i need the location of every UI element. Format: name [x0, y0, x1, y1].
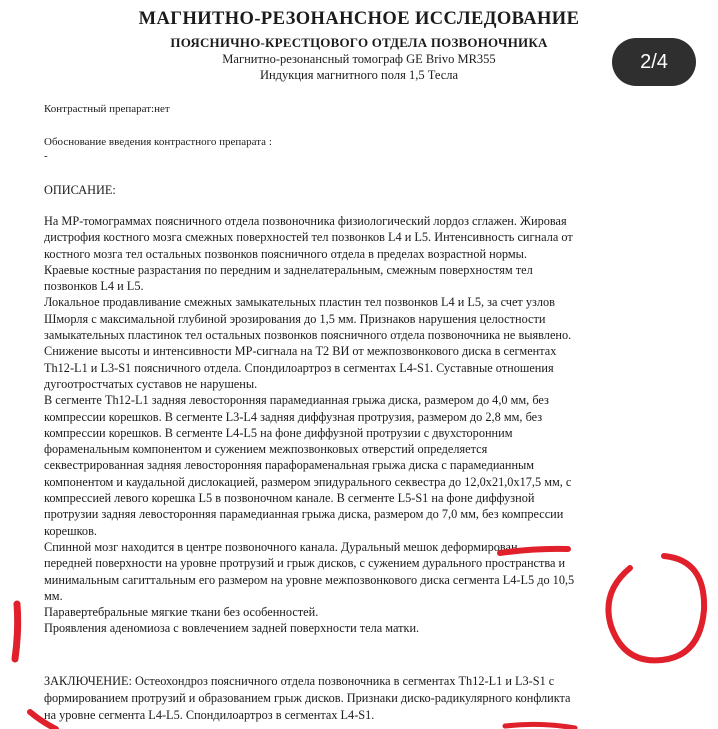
contrast-line: Контрастный препарат:нет — [44, 103, 170, 115]
device-line: Магнитно-резонансный томограф GE Brivo MR355 — [222, 52, 496, 66]
description-line: компрессии корешков. В сегменте L4-L5 на фоне диффузной протрузии с двухсторонним — [44, 425, 513, 440]
description-heading: ОПИСАНИЕ: — [44, 183, 116, 197]
description-line: секвестрированная задняя левосторонняя парафораменальная грыжа диска с парамедианным — [44, 458, 535, 473]
description-line: позвонков L4 и L5. — [44, 279, 144, 294]
description-line: замыкательных пластинок тел остальных позвонков поясничного отдела позвоночника не выявлено. — [44, 328, 572, 343]
description-line: протрузии задняя левосторонняя парамедианная грыжа диска, размером до 7,0 мм, без компрессии — [44, 507, 564, 522]
description-line: фораменальным компонентом и сужением межпозвонковых отверстий определяется — [44, 442, 488, 457]
description-line: минимальным сагиттальным его размером на уровне межпозвонкового диска сегмента L4-L5 до 10,5 — [44, 572, 575, 587]
description-line: Локальное продавливание смежных замыкательных пластин тел позвонков L4 и L5, за счет узлов — [44, 295, 555, 310]
description-line: корешков. — [44, 523, 97, 538]
description-line: костного мозга тел остальных позвонков поясничного отдела в пределах возрастной нормы. — [44, 246, 527, 261]
description-line: компонентом и каудальной дислокацией, размером эпидурального секвестра до 12,0х21,0х17,5 мм, с — [44, 474, 572, 489]
description-line: передней поверхности на уровне протрузий и грыж дисков, с сужением дурального пространства и — [44, 556, 566, 571]
description-line: Краевые костные разрастания по передним и заднелатеральным, смежным поверхностям тел — [44, 262, 533, 277]
description-line: Паравертебральные мягкие ткани без особенностей. — [44, 605, 319, 620]
document-title: МАГНИТНО-РЕЗОНАНСНОЕ ИССЛЕДОВАНИЕ — [138, 9, 580, 29]
description-body — [44, 213, 704, 637]
conclusion-line: на уровне сегмента L4-L5. Спондилоартроз в сегментах L4-S1. — [44, 708, 375, 722]
description-line: Проявления аденомиоза с вовлечением задней поверхности тела матки. — [44, 621, 420, 636]
conclusion-line: формированием протрузий и образованием грыж дисков. Признаки диско-радикулярного конфликта — [44, 691, 571, 705]
page-indicator-badge: 2/4 — [612, 38, 696, 86]
description-line: дугоотростчатых суставов не нарушены. — [44, 376, 258, 391]
description-line: Th12-L1 и L3-S1 поясничного отдела. Спондилоартроз в сегментах L4-S1. Суставные отношения — [44, 360, 554, 375]
field-line: Индукция магнитного поля 1,5 Тесла — [259, 68, 459, 82]
description-line: дистрофия костного мозга смежных поверхностей тел позвонков L4 и L5. Интенсивность сигнала от — [44, 230, 573, 245]
annotation-bottom-right-stroke — [505, 724, 575, 728]
description-line: Шморля с максимальной глубиной эрозирования до 1,5 мм. Признаков нарушения целостности — [44, 311, 546, 326]
document-subtitle: ПОЯСНИЧНО-КРЕСТЦОВОГО ОТДЕЛА ПОЗВОНОЧНИКА — [170, 35, 548, 50]
description-line: Спинной мозг находится в центре позвоночного канала. Дуральный мешок деформирован — [44, 539, 518, 554]
description-line: мм. — [44, 588, 63, 603]
description-line: компрессии корешков. В сегменте L3-L4 задняя диффузная протрузия, размером до 2,8 мм, без — [44, 409, 543, 424]
contrast-reason-value: - — [44, 150, 48, 162]
description-line: В сегменте Th12-L1 задняя левосторонняя парамедианная грыжа диска, размером до 4,0 мм, без — [44, 393, 549, 408]
conclusion-body — [44, 673, 704, 724]
description-line: Снижение высоты и интенсивности МР-сигнала на T2 ВИ от межпозвонкового диска в сегментах — [44, 344, 557, 359]
description-line: компрессией левого корешка L5 в позвоночном канале. В сегменте L5-S1 на фоне диффузной — [44, 491, 535, 506]
description-line: На МР-томограммах поясничного отдела позвоночника физиологический лордоз сглажен. Жировая — [44, 214, 567, 228]
contrast-reason-line: Обоснование введения контрастного препарата : — [44, 136, 272, 148]
conclusion-line: ЗАКЛЮЧЕНИЕ: Остеохондроз поясничного отдела позвоночника в сегментах Th12-L1 и L3-S1 с — [44, 674, 555, 688]
annotation-left-stroke — [15, 604, 18, 659]
